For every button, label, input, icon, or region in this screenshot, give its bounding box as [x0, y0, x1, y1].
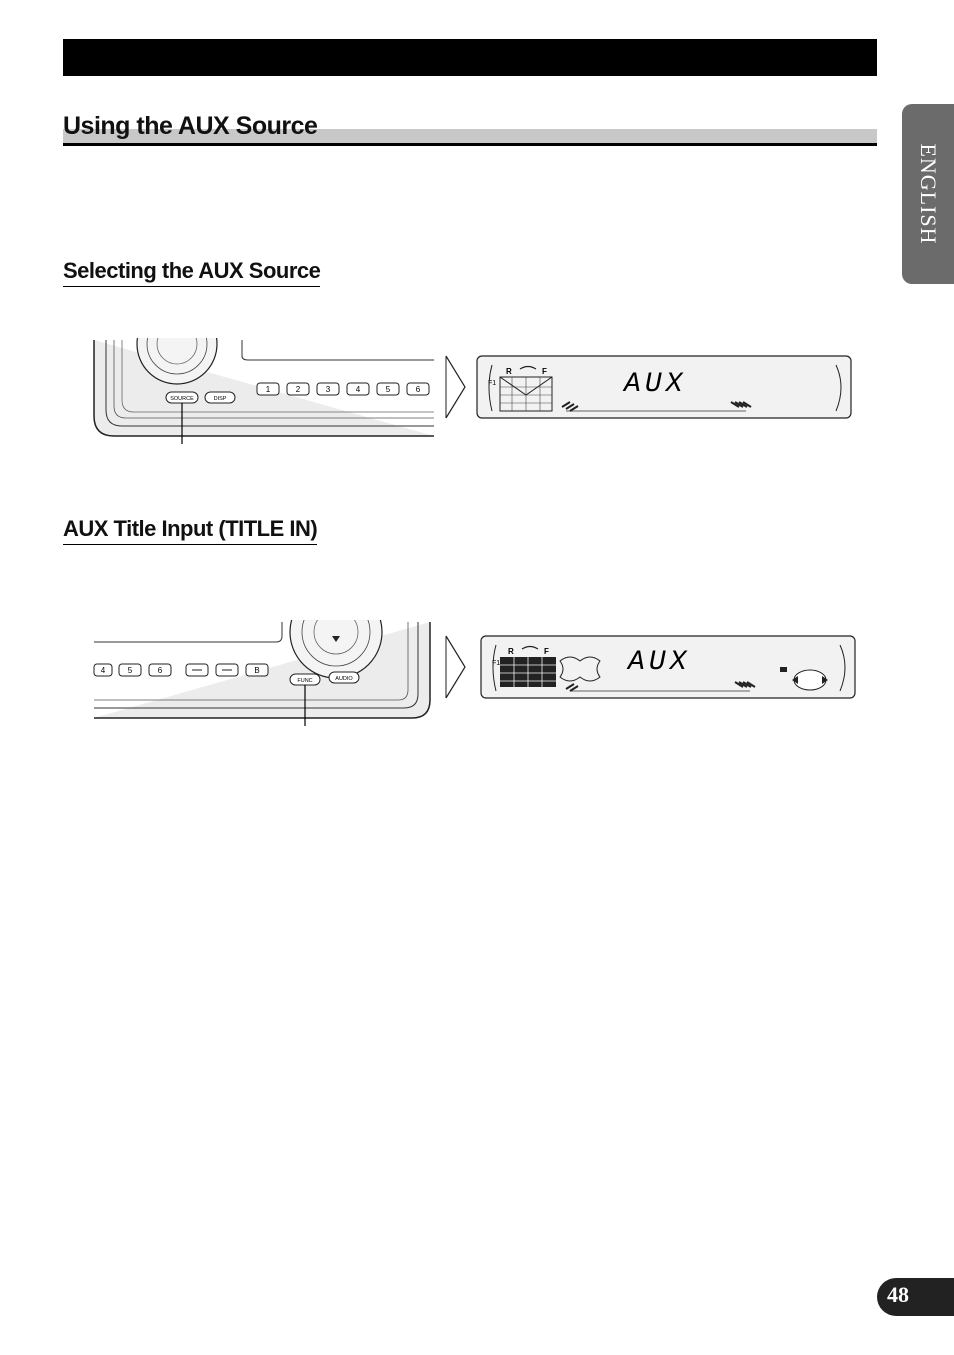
- head-unit-figure-2: [92, 620, 436, 728]
- section-title: Using the AUX Source: [63, 112, 318, 140]
- subheading-selecting-aux: Selecting the AUX Source: [63, 258, 320, 287]
- heading-rule: [63, 143, 877, 146]
- page-number: 48: [887, 1282, 909, 1307]
- arrow-icon: [444, 634, 468, 700]
- indicator-f: F: [542, 367, 547, 376]
- preset-label: 4: [355, 385, 361, 394]
- preset-label: 5: [385, 385, 391, 394]
- head-unit-figure-1: [92, 338, 436, 446]
- audio-button-label: AUDIO: [335, 676, 353, 682]
- preset-label: 6: [415, 385, 421, 394]
- preset-label: 5: [127, 666, 133, 675]
- section-heading: [63, 110, 877, 148]
- multi-joystick-icon: [794, 670, 826, 690]
- indicator-r: R: [506, 367, 512, 376]
- preset-label: 6: [157, 666, 163, 675]
- display-text: AUX: [628, 647, 691, 678]
- language-tab: [902, 104, 954, 284]
- preset-label: 3: [325, 385, 331, 394]
- indicator-f1: F1: [488, 380, 497, 387]
- indicator-f1: F1: [492, 660, 501, 667]
- func-button-label: FUNC: [297, 678, 313, 684]
- indicator-f: F: [544, 647, 549, 656]
- source-button-label: SOURCE: [170, 396, 194, 402]
- preset-buttons-1: [257, 383, 429, 395]
- display-panel-2: [480, 635, 858, 701]
- display-panel-1: [476, 355, 854, 421]
- display-text: AUX: [624, 369, 687, 400]
- indicator-r: R: [508, 647, 514, 656]
- subheading-aux-title-input: AUX Title Input (TITLE IN): [63, 516, 317, 545]
- preset-label: B: [254, 666, 260, 675]
- preset-label: 4: [100, 666, 106, 675]
- preset-label: 1: [265, 385, 271, 394]
- page-number-badge: [877, 1278, 954, 1316]
- disp-button-label: DISP: [213, 396, 227, 402]
- preset-buttons-2: [94, 664, 268, 676]
- language-tab-label: ENGLISH: [916, 143, 941, 245]
- arrow-icon: [444, 354, 468, 420]
- small-indicator-icon: [780, 667, 787, 672]
- preset-label: 2: [295, 385, 301, 394]
- header-bar: [63, 39, 877, 76]
